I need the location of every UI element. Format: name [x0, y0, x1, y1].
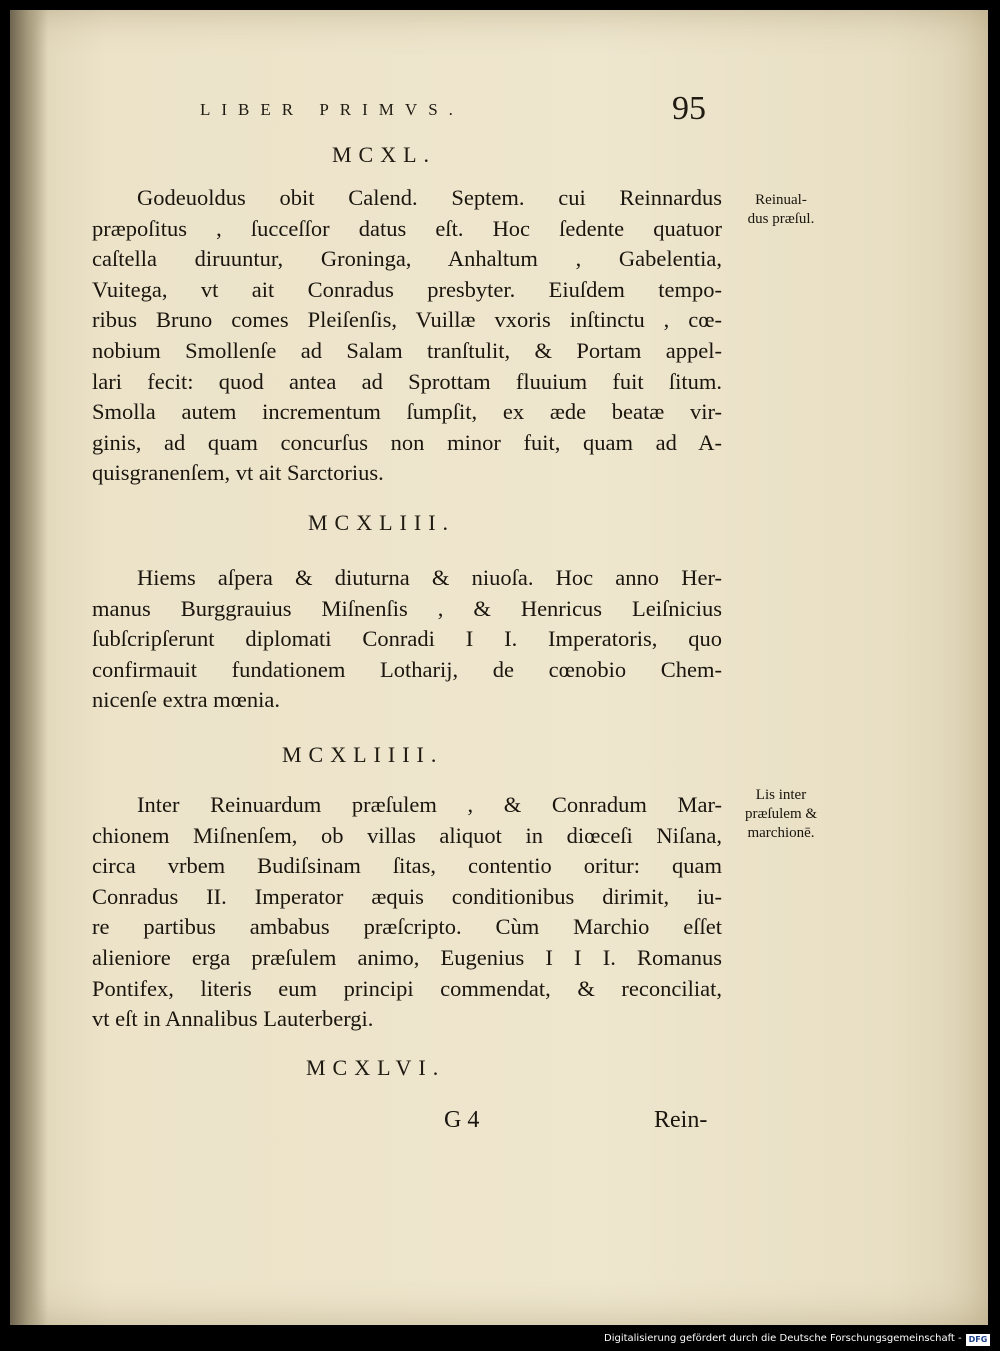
catchword: Rein-: [654, 1107, 708, 1133]
page-gutter-shadow: [10, 10, 48, 1325]
text-line: nicenſe extra mœnia.: [92, 687, 281, 713]
text-line: lari fecit: quod antea ad Sprottam fluuium fuit ſitum.: [92, 368, 722, 394]
paragraph-mcxl: [92, 183, 722, 489]
margin-note-line: Lis inter: [755, 787, 807, 803]
signature-mark: G 4: [444, 1107, 480, 1133]
text-line: Pontifex, literis eum principi commendat, & reconciliat,: [92, 975, 722, 1001]
text-line: Godeuoldus obit Calend. Septem. cui Reinnardus: [137, 185, 722, 210]
year-heading-mcxliiii: MCXLIIII.: [282, 742, 444, 767]
margin-note-line: dus præſul.: [747, 211, 815, 227]
running-head: LIBER PRIMVS.: [200, 100, 464, 119]
text-line: Inter Reinuardum præſulem , & Conradum Mar-: [137, 792, 722, 817]
text-line: vt eſt in Annalibus Lauterbergi.: [92, 1006, 374, 1032]
text-line: Hiems aſpera & diuturna & niuoſa. Hoc anno Her-: [137, 565, 722, 590]
paragraph-mcxliii: [92, 563, 722, 716]
text-line: ribus Bruno comes Pleiſenſis, Vuillæ vxoris inſtinctu , cœ-: [92, 307, 722, 333]
book-page: [10, 10, 988, 1325]
page-number: 95: [672, 90, 706, 127]
text-line: Conradus II. Imperator æquis conditionibus dirimit, iu-: [92, 883, 722, 909]
dfg-logo-icon: DFG: [966, 1334, 990, 1346]
text-line: ginis, ad quam concurſus non minor fuit, quam ad A-: [92, 429, 722, 455]
margin-note-lis-inter: [726, 786, 836, 843]
paragraph-mcxliiii: [92, 790, 722, 1035]
text-line: confirmauit fundationem Lotharij, de cœnobio Chem-: [92, 656, 722, 682]
text-line: re partibus ambabus præſcripto. Cùm Marchio eſſet: [92, 914, 722, 940]
text-line: circa vrbem Budiſsinam ſitas, contentio oritur: quam: [92, 853, 722, 879]
text-line: quisgranenſem, vt ait Sarctorius.: [92, 460, 384, 486]
year-heading-mcxlvi: MCXLVI.: [306, 1055, 446, 1080]
year-heading-mcxliii: MCXLIII.: [308, 510, 456, 535]
year-heading-mcxl: MCXL.: [332, 142, 437, 167]
text-line: manus Burggrauius Miſnenſis , & Henricus Leiſnicius: [92, 595, 722, 621]
margin-note-reinualdus: [726, 191, 836, 229]
text-line: alieniore erga præſulem animo, Eugenius I I I. Romanus: [92, 944, 722, 970]
text-line: præpoſitus , ſucceſſor datus eſt. Hoc ſedente quatuor: [92, 215, 722, 241]
margin-note-line: Reinual-: [755, 192, 807, 208]
text-line: nobium Smollenſe ad Salam tranſtulit, & Portam appel-: [92, 337, 722, 363]
digitization-credit: Digitalisierung gefördert durch die Deutsche Forschungsgemeinschaft -: [604, 1333, 962, 1344]
text-line: Smolla autem incrementum ſumpſit, ex æde beatæ vir-: [92, 399, 722, 425]
text-line: Vuitega, vt ait Conradus presbyter. Eiuſdem tempo-: [92, 276, 722, 302]
text-line: ſubſcripſerunt diplomati Conradi I I. Imperatoris, quo: [92, 626, 722, 652]
text-line: chionem Miſnenſem, ob villas aliquot in diœceſi Niſana,: [92, 822, 722, 848]
margin-note-line: marchionē.: [747, 825, 815, 841]
margin-note-line: præſulem &: [744, 806, 818, 822]
text-line: caſtella diruuntur, Groninga, Anhaltum , Gabelentia,: [92, 246, 722, 272]
